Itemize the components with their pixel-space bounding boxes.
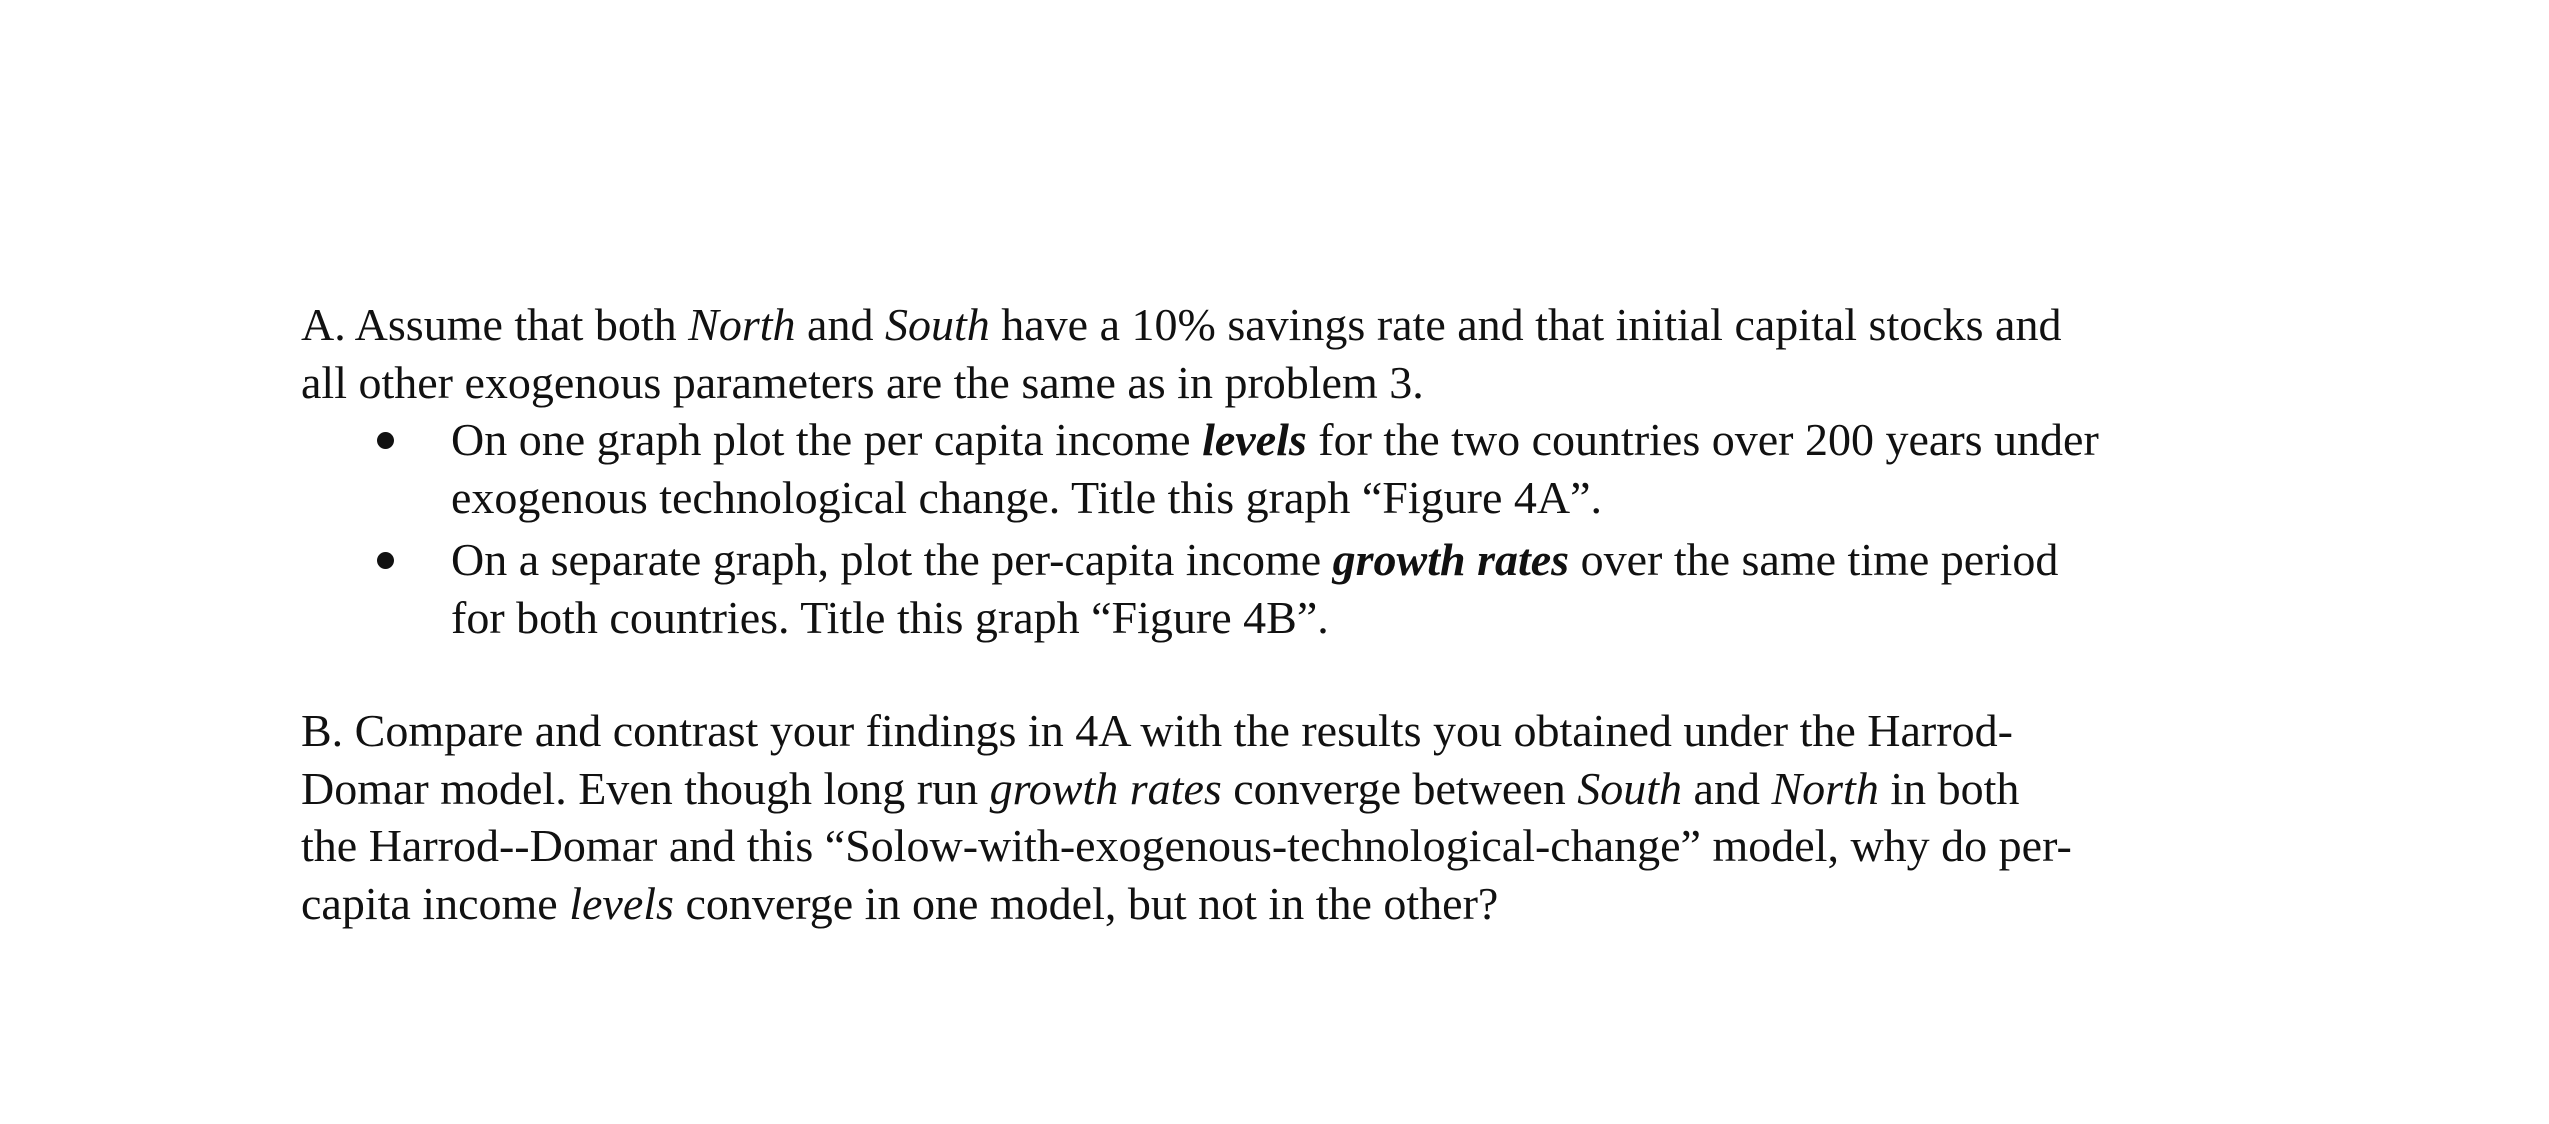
part-b-line-4 [301, 875, 2301, 933]
text-run: converge in one model, but not in the other? [673, 877, 1499, 929]
text-run: A. Assume that both [301, 299, 689, 350]
text-run: Domar model. Even though long run [301, 762, 990, 814]
part-b-line-2 [301, 760, 2301, 818]
bullet-line: exogenous technological change. Title this graph “Figure 4A”. [451, 471, 1603, 523]
bullet-line [451, 411, 2301, 469]
bullet-item-figure-4b [301, 531, 2301, 646]
bold-italic-levels: levels [1202, 414, 1307, 465]
bullet-line: for both countries. Title this graph “Figure 4B”. [451, 591, 1329, 643]
part-a-paragraph [301, 296, 2301, 646]
text-run: and [1682, 762, 1772, 814]
text-run: On one graph plot the per capita income [451, 414, 1203, 465]
italic-north: North [688, 299, 796, 350]
bold-italic-growth-rates: growth rates [1332, 534, 1570, 585]
text-run: capita income [301, 877, 570, 929]
bullet-icon [377, 552, 394, 569]
text-run: On a separate graph, plot the per-capita income [451, 534, 1333, 585]
bullet-line [451, 531, 2301, 589]
text-run: in both [1878, 762, 2020, 814]
part-b-line-3: the Harrod--Domar and this “Solow-with-exogenous-technological-change” model, why do per- [301, 820, 2072, 871]
text-run: for the two countries over 200 years under [1306, 414, 2099, 465]
italic-growth-rates: growth rates [989, 762, 1222, 814]
italic-south: South [884, 299, 990, 350]
document-body [301, 296, 2301, 932]
italic-south: South [1577, 762, 1683, 814]
text-run: converge between [1221, 762, 1578, 814]
text-run: over the same time period [1569, 534, 2059, 585]
bullet-icon [377, 432, 394, 449]
part-a-bullet-list [301, 411, 2301, 646]
part-a-line-1 [301, 296, 2301, 354]
text-run: and [795, 299, 885, 350]
italic-levels: levels [569, 877, 674, 929]
paragraph-gap [301, 646, 2301, 702]
part-b-paragraph [301, 702, 2301, 932]
part-a-line-2: all other exogenous parameters are the same as in problem 3. [301, 356, 1424, 408]
bullet-item-figure-4a [301, 411, 2301, 526]
italic-north: North [1771, 762, 1879, 814]
part-b-line-1: B. Compare and contrast your findings in 4A with the results you obtained under the Harrod- [301, 705, 2013, 756]
text-run: have a 10% savings rate and that initial capital stocks and [989, 299, 2062, 350]
